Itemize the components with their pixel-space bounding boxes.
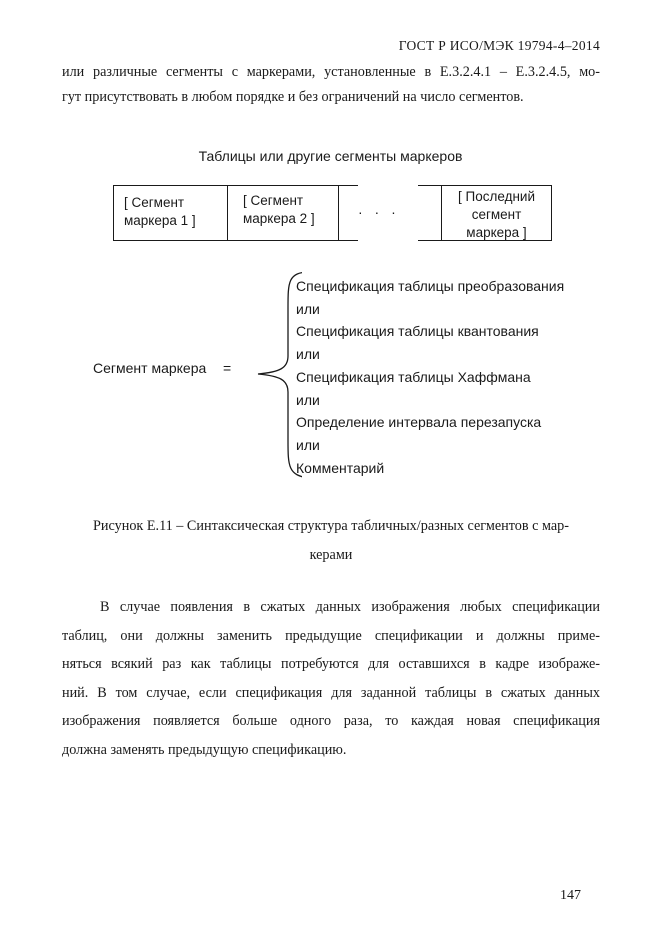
paragraph-line: гут присутствовать в любом порядке и без ограничений на число сегментов. <box>62 89 524 105</box>
paragraph-line: няться всякий раз как таблицы потребуются для оставшихся в кадре изображе- <box>62 656 600 672</box>
box-line: маркера ] <box>466 225 527 240</box>
option-separator: или <box>296 300 320 317</box>
paragraph-line: или различные сегменты с маркерами, установленные в Е.3.2.4.1 – Е.3.2.4.5, мо- <box>62 64 600 80</box>
box-line: [ Последний <box>458 189 535 204</box>
paragraph-line: таблиц, они должны заменить предыдущие спецификации и должны приме- <box>62 627 600 644</box>
segment-marker-label: Сегмент маркера <box>93 360 207 376</box>
box-line: маркера 1 ] <box>124 213 196 228</box>
figure-title: Таблицы или другие сегменты маркеров <box>198 148 463 164</box>
option-item: Определение интервала перезапуска <box>296 414 542 431</box>
options-list <box>296 275 564 479</box>
box-line: [ Сегмент <box>243 193 304 208</box>
segment-box-open <box>338 185 358 241</box>
segment-box-close <box>418 185 442 241</box>
box-line: [ Сегмент <box>124 195 185 210</box>
paragraph-line: изображения появляется больше одного раза, то каждая новая спецификация <box>62 713 600 729</box>
segment-box-last <box>441 185 552 241</box>
option-item: Комментарий <box>296 459 385 476</box>
document-header: ГОСТ Р ИСО/МЭК 19794-4–2014 <box>398 38 600 53</box>
paragraph-line: ний. В том случае, если спецификация для заданной таблицы в сжатых данных <box>62 684 600 701</box>
page-number: 147 <box>560 888 581 903</box>
option-separator: или <box>296 391 320 408</box>
paragraph-line: В случае появления в сжатых данных изображения любых спецификации <box>100 599 600 615</box>
caption-line: керами <box>309 547 353 563</box>
option-item: Спецификация таблицы квантования <box>296 323 539 340</box>
paragraph-body <box>62 593 600 764</box>
curly-brace-icon <box>252 268 302 483</box>
equals-sign: = <box>223 360 232 376</box>
box-line: сегмент <box>471 207 522 222</box>
option-item: Спецификация таблицы Хаффмана <box>296 368 531 385</box>
box-line: маркера 2 ] <box>243 211 315 226</box>
option-separator: или <box>296 436 320 453</box>
segment-box-2 <box>227 185 339 241</box>
ellipsis: · · · <box>358 204 400 220</box>
figure-caption <box>62 512 600 570</box>
option-separator: или <box>296 346 320 363</box>
segment-box-1 <box>113 185 228 241</box>
option-item: Спецификация таблицы преобразования <box>296 278 565 294</box>
paragraph-intro <box>62 60 600 110</box>
caption-line: Рисунок Е.11 – Синтаксическая структура табличных/разных сегментов с мар- <box>93 518 569 534</box>
paragraph-line: должна заменять предыдущую спецификацию. <box>62 741 347 758</box>
